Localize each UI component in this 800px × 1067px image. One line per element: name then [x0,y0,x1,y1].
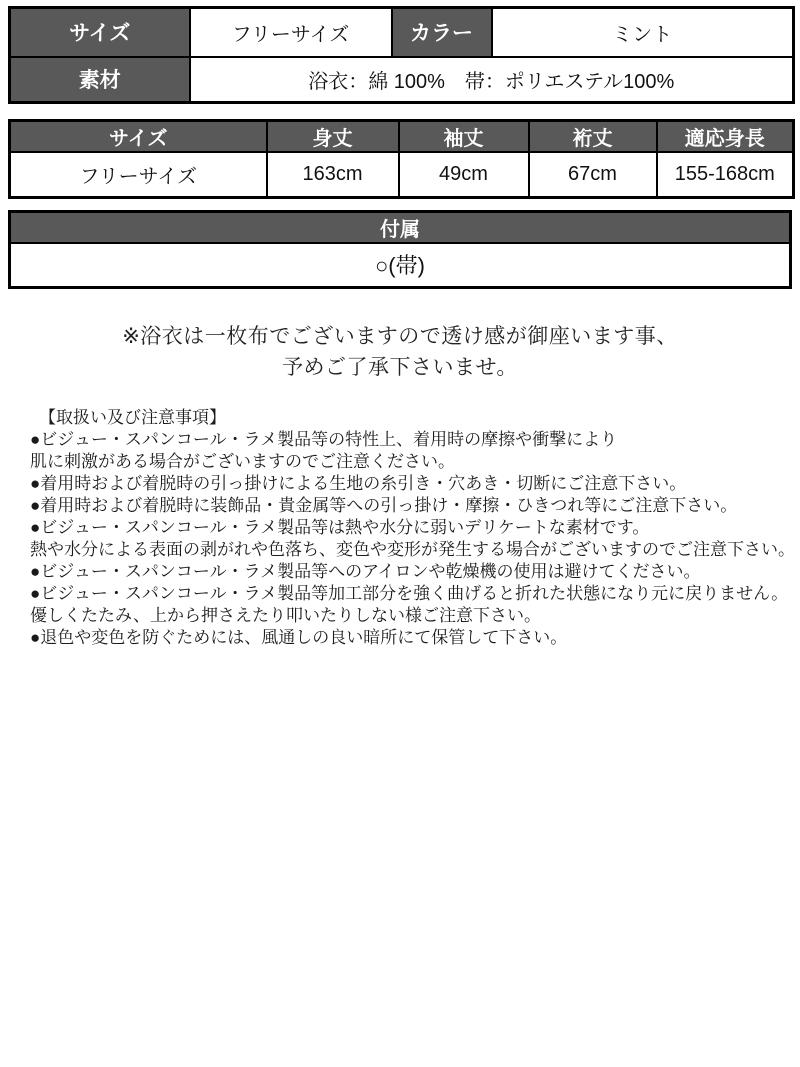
care-instructions [30,407,795,649]
sheer-notice [0,321,800,383]
info-table [8,6,795,104]
care-line: 肌に刺激がある場合がございますのでご注意ください。 [30,452,455,471]
care-line: 熱や水分による表面の剥がれや色落ち、変色や変形が発生する場合がございますのでご注意下さい。 [30,540,795,559]
accessory-header: 付属 [10,212,791,244]
meas-value-body-length: 163cm [267,152,399,197]
care-line: ●退色や変色を防ぐためには、風通しの良い暗所にて保管して下さい。 [30,628,568,647]
material-value: 浴衣：綿 100% 帯：ポリエステル100% [190,57,794,103]
meas-header-size: サイズ [10,121,267,153]
accessory-value: ○(帯) [10,243,791,287]
care-line: ●ビジュー・スパンコール・ラメ製品等の特性上、着用時の摩擦や衝撃により [30,430,618,449]
meas-value-sleeve-length: 49cm [399,152,529,197]
sheer-notice-line2: 予めご了承下さいませ。 [282,356,518,379]
care-line: ●着用時および着脱時に装飾品・貴金属等への引っ掛け・摩擦・ひきつれ等にご注意下さい。 [30,496,738,515]
meas-header-fit-height: 適応身長 [657,121,794,153]
color-value: ミント [492,8,794,57]
size-label: サイズ [10,8,190,57]
care-line: ●着用時および着脱時の引っ掛けによる生地の糸引き・穴あき・切断にご注意下さい。 [30,474,687,493]
meas-value-fit-height: 155-168cm [657,152,794,197]
care-line: ●ビジュー・スパンコール・ラメ製品等加工部分を強く曲げると折れた状態になり元に戻りません。 [30,584,789,603]
size-value: フリーサイズ [190,8,392,57]
meas-header-sleeve-length: 袖丈 [399,121,529,153]
meas-header-yuki-length: 裄丈 [529,121,657,153]
sheer-notice-line1: ※浴衣は一枚布でございますので透け感が御座います事、 [122,325,678,348]
care-line: ●ビジュー・スパンコール・ラメ製品等は熱や水分に弱いデリケートな素材です。 [30,518,650,537]
measurements-table [8,119,795,199]
material-label: 素材 [10,57,190,103]
accessory-table [8,210,792,289]
color-label: カラー [392,8,492,57]
care-line: ●ビジュー・スパンコール・ラメ製品等へのアイロンや乾燥機の使用は避けてください。 [30,562,701,581]
care-line: 優しくたたみ、上から押さえたり叩いたりしない様ご注意下さい。 [30,606,542,625]
meas-value-yuki-length: 67cm [529,152,657,197]
meas-value-size: フリーサイズ [10,152,267,197]
meas-header-body-length: 身丈 [267,121,399,153]
care-title: 【取扱い及び注意事項】 [39,408,226,427]
